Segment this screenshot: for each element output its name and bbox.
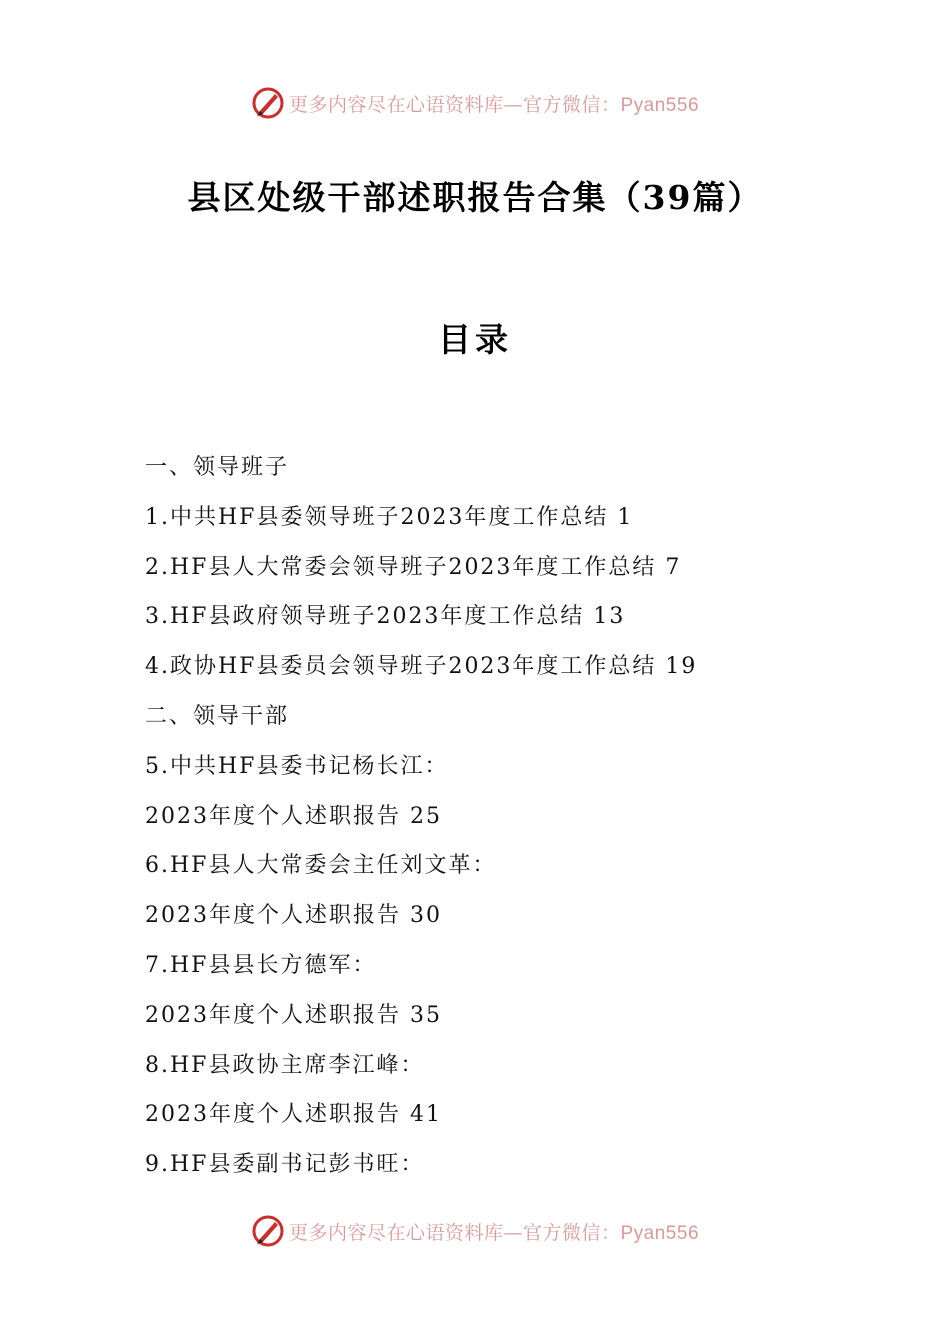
- toc-entry[interactable]: 2023年度个人述职报告 30: [145, 903, 442, 929]
- toc-section-heading: 二、领导干部: [145, 703, 290, 729]
- toc-section-heading: 一、领导班子: [145, 455, 290, 480]
- pen-logo-icon: [251, 1214, 285, 1248]
- toc-entry[interactable]: 2023年度个人述职报告 41: [145, 1102, 442, 1128]
- watermark-text: 更多内容尽在心语资料库—官方微信：Pyan556: [288, 93, 700, 116]
- header-watermark-banner: [0, 83, 950, 123]
- toc-entry[interactable]: 1.中共HF县委领导班子2023年度工作总结 1: [145, 504, 634, 530]
- toc-entry[interactable]: 3.HF县政府领导班子2023年度工作总结 13: [145, 604, 626, 630]
- toc-entry[interactable]: 2023年度个人述职报告 25: [145, 803, 442, 829]
- watermark-text: 更多内容尽在心语资料库—官方微信：Pyan556: [288, 1221, 700, 1244]
- toc-entry[interactable]: 8.HF县政协主席李江峰：: [145, 1052, 425, 1078]
- toc-heading: 目录: [438, 320, 512, 359]
- toc-entry[interactable]: 9.HF县委副书记彭书旺：: [145, 1152, 425, 1178]
- pen-logo-icon: [251, 86, 285, 120]
- toc-entry[interactable]: 4.政协HF县委员会领导班子2023年度工作总结 19: [145, 654, 698, 680]
- toc-entry[interactable]: 6.HF县人大常委会主任刘文革：: [145, 853, 497, 879]
- footer-watermark-banner: [0, 1211, 950, 1251]
- document-title: 县区处级干部述职报告合集（39篇）: [187, 178, 763, 217]
- toc-entry[interactable]: 2.HF县人大常委会领导班子2023年度工作总结 7: [145, 554, 682, 580]
- toc-entry[interactable]: 2023年度个人述职报告 35: [145, 1002, 442, 1028]
- toc-entry[interactable]: 7.HF县县长方德军：: [145, 952, 377, 978]
- table-of-contents: [145, 446, 865, 1193]
- toc-entry[interactable]: 5.中共HF县委书记杨长江：: [145, 753, 449, 779]
